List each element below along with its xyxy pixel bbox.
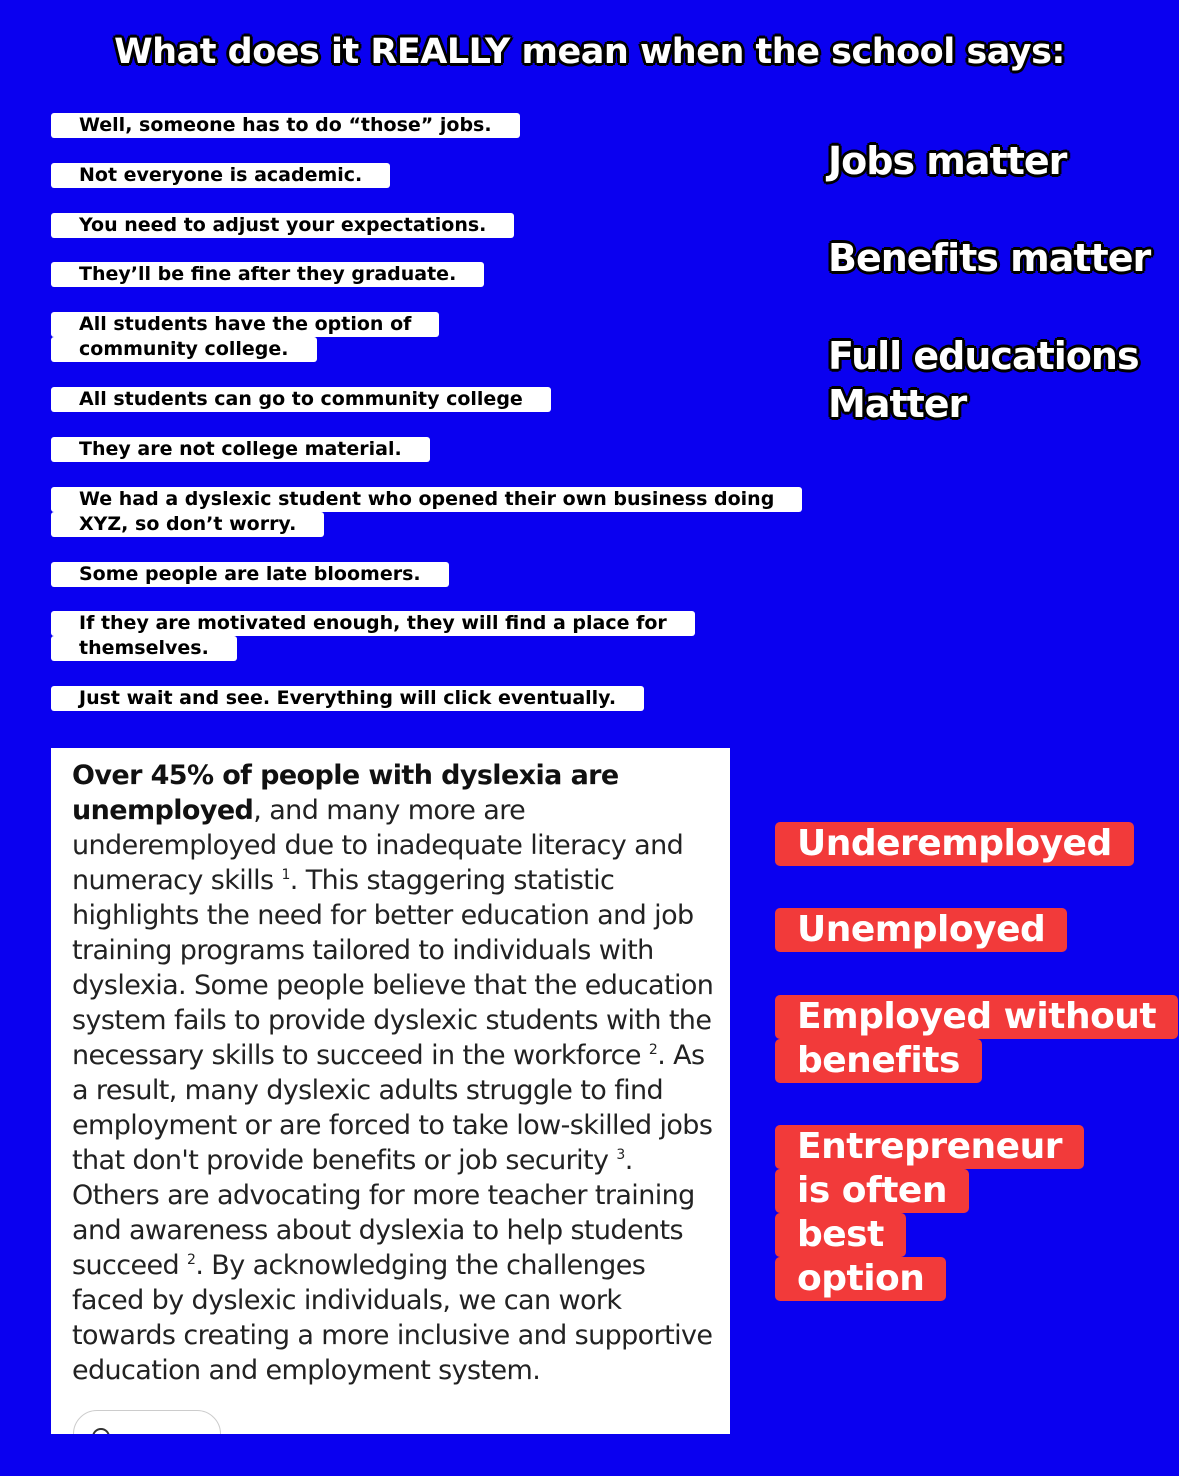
quote-4	[51, 262, 484, 287]
tag-employed-without-benefits	[775, 995, 1178, 1083]
tag-unemployed	[775, 908, 1067, 952]
jobs-matter: Jobs matter	[828, 139, 1067, 183]
footnote-ref: 2	[187, 1252, 196, 1268]
article-lead: Over 45% of people with dyslexia are unemployed	[72, 760, 619, 826]
quote-line: All students can go to community college	[51, 387, 551, 412]
article-text	[72, 758, 717, 1388]
search-icon	[92, 1428, 110, 1434]
quote-8	[51, 487, 802, 537]
footnote-ref: 1	[281, 867, 290, 883]
quote-line: If they are motivated enough, they will find a place for	[51, 611, 695, 636]
quote-line: Well, someone has to do “those” jobs.	[51, 113, 520, 138]
tag-line: Employed without	[775, 995, 1178, 1039]
quote-line: They’ll be fine after they graduate.	[51, 262, 484, 287]
matter: Matter	[828, 382, 967, 426]
quote-6	[51, 387, 551, 412]
quote-line: community college.	[51, 337, 317, 362]
quote-2	[51, 163, 390, 188]
footnote-ref: 3	[616, 1147, 625, 1163]
article-text-part: . As a result, many dyslexic adults struggle to find employment or are forced to take low-skilled jobs that don't provide benefits or job security	[72, 1040, 713, 1176]
quote-5	[51, 312, 439, 362]
quote-line: We had a dyslexic student who opened their own business doing	[51, 487, 802, 512]
quote-3	[51, 213, 514, 238]
tag-underemployed	[775, 822, 1134, 866]
tag-line: best	[775, 1213, 906, 1257]
quote-line: Not everyone is academic.	[51, 163, 390, 188]
quote-line: You need to adjust your expectations.	[51, 213, 514, 238]
quote-line: Just wait and see. Everything will click eventually.	[51, 686, 644, 711]
footnote-ref: 2	[648, 1042, 658, 1058]
tag-line: Entrepreneur	[775, 1125, 1084, 1169]
quote-9	[51, 562, 449, 587]
quote-7	[51, 437, 430, 462]
tag-entrepreneur	[775, 1125, 1084, 1301]
quote-line: Some people are late bloomers.	[51, 562, 449, 587]
quote-line: themselves.	[51, 636, 237, 661]
quote-11	[51, 686, 644, 711]
tag-line: option	[775, 1257, 946, 1301]
tag-line: benefits	[775, 1039, 982, 1083]
benefits-matter: Benefits matter	[828, 236, 1151, 280]
tag-line: is often	[775, 1169, 969, 1213]
article-text-part: . This staggering statistic highlights the need for better education and job training programs tailored to individuals with dyslexia. Some people believe that the education system fails to provide dyslexic students with the necessary skills to succeed in the workforce	[72, 865, 714, 1071]
cutoff-button[interactable]	[73, 1410, 221, 1434]
tag-line: Underemployed	[775, 822, 1134, 866]
article-text-part: . By acknowledging the challenges faced by dyslexic individuals, we can work towards creating a more inclusive and supportive education and employment system.	[72, 1250, 713, 1386]
quote-line: All students have the option of	[51, 312, 439, 337]
quote-10	[51, 611, 695, 661]
quote-line: XYZ, so don’t worry.	[51, 512, 324, 537]
page-title: What does it REALLY mean when the school says:	[114, 32, 1065, 72]
article-excerpt	[51, 748, 730, 1434]
quote-1	[51, 113, 520, 138]
article-text-part: , and many more are underemployed due to inadequate literacy and numeracy skills	[72, 795, 684, 896]
full-educations: Full educations	[828, 334, 1139, 378]
quote-line: They are not college material.	[51, 437, 430, 462]
article-text-part: . Others are advocating for more teacher training and awareness about dyslexia to help students succeed	[72, 1145, 695, 1281]
tag-line: Unemployed	[775, 908, 1067, 952]
